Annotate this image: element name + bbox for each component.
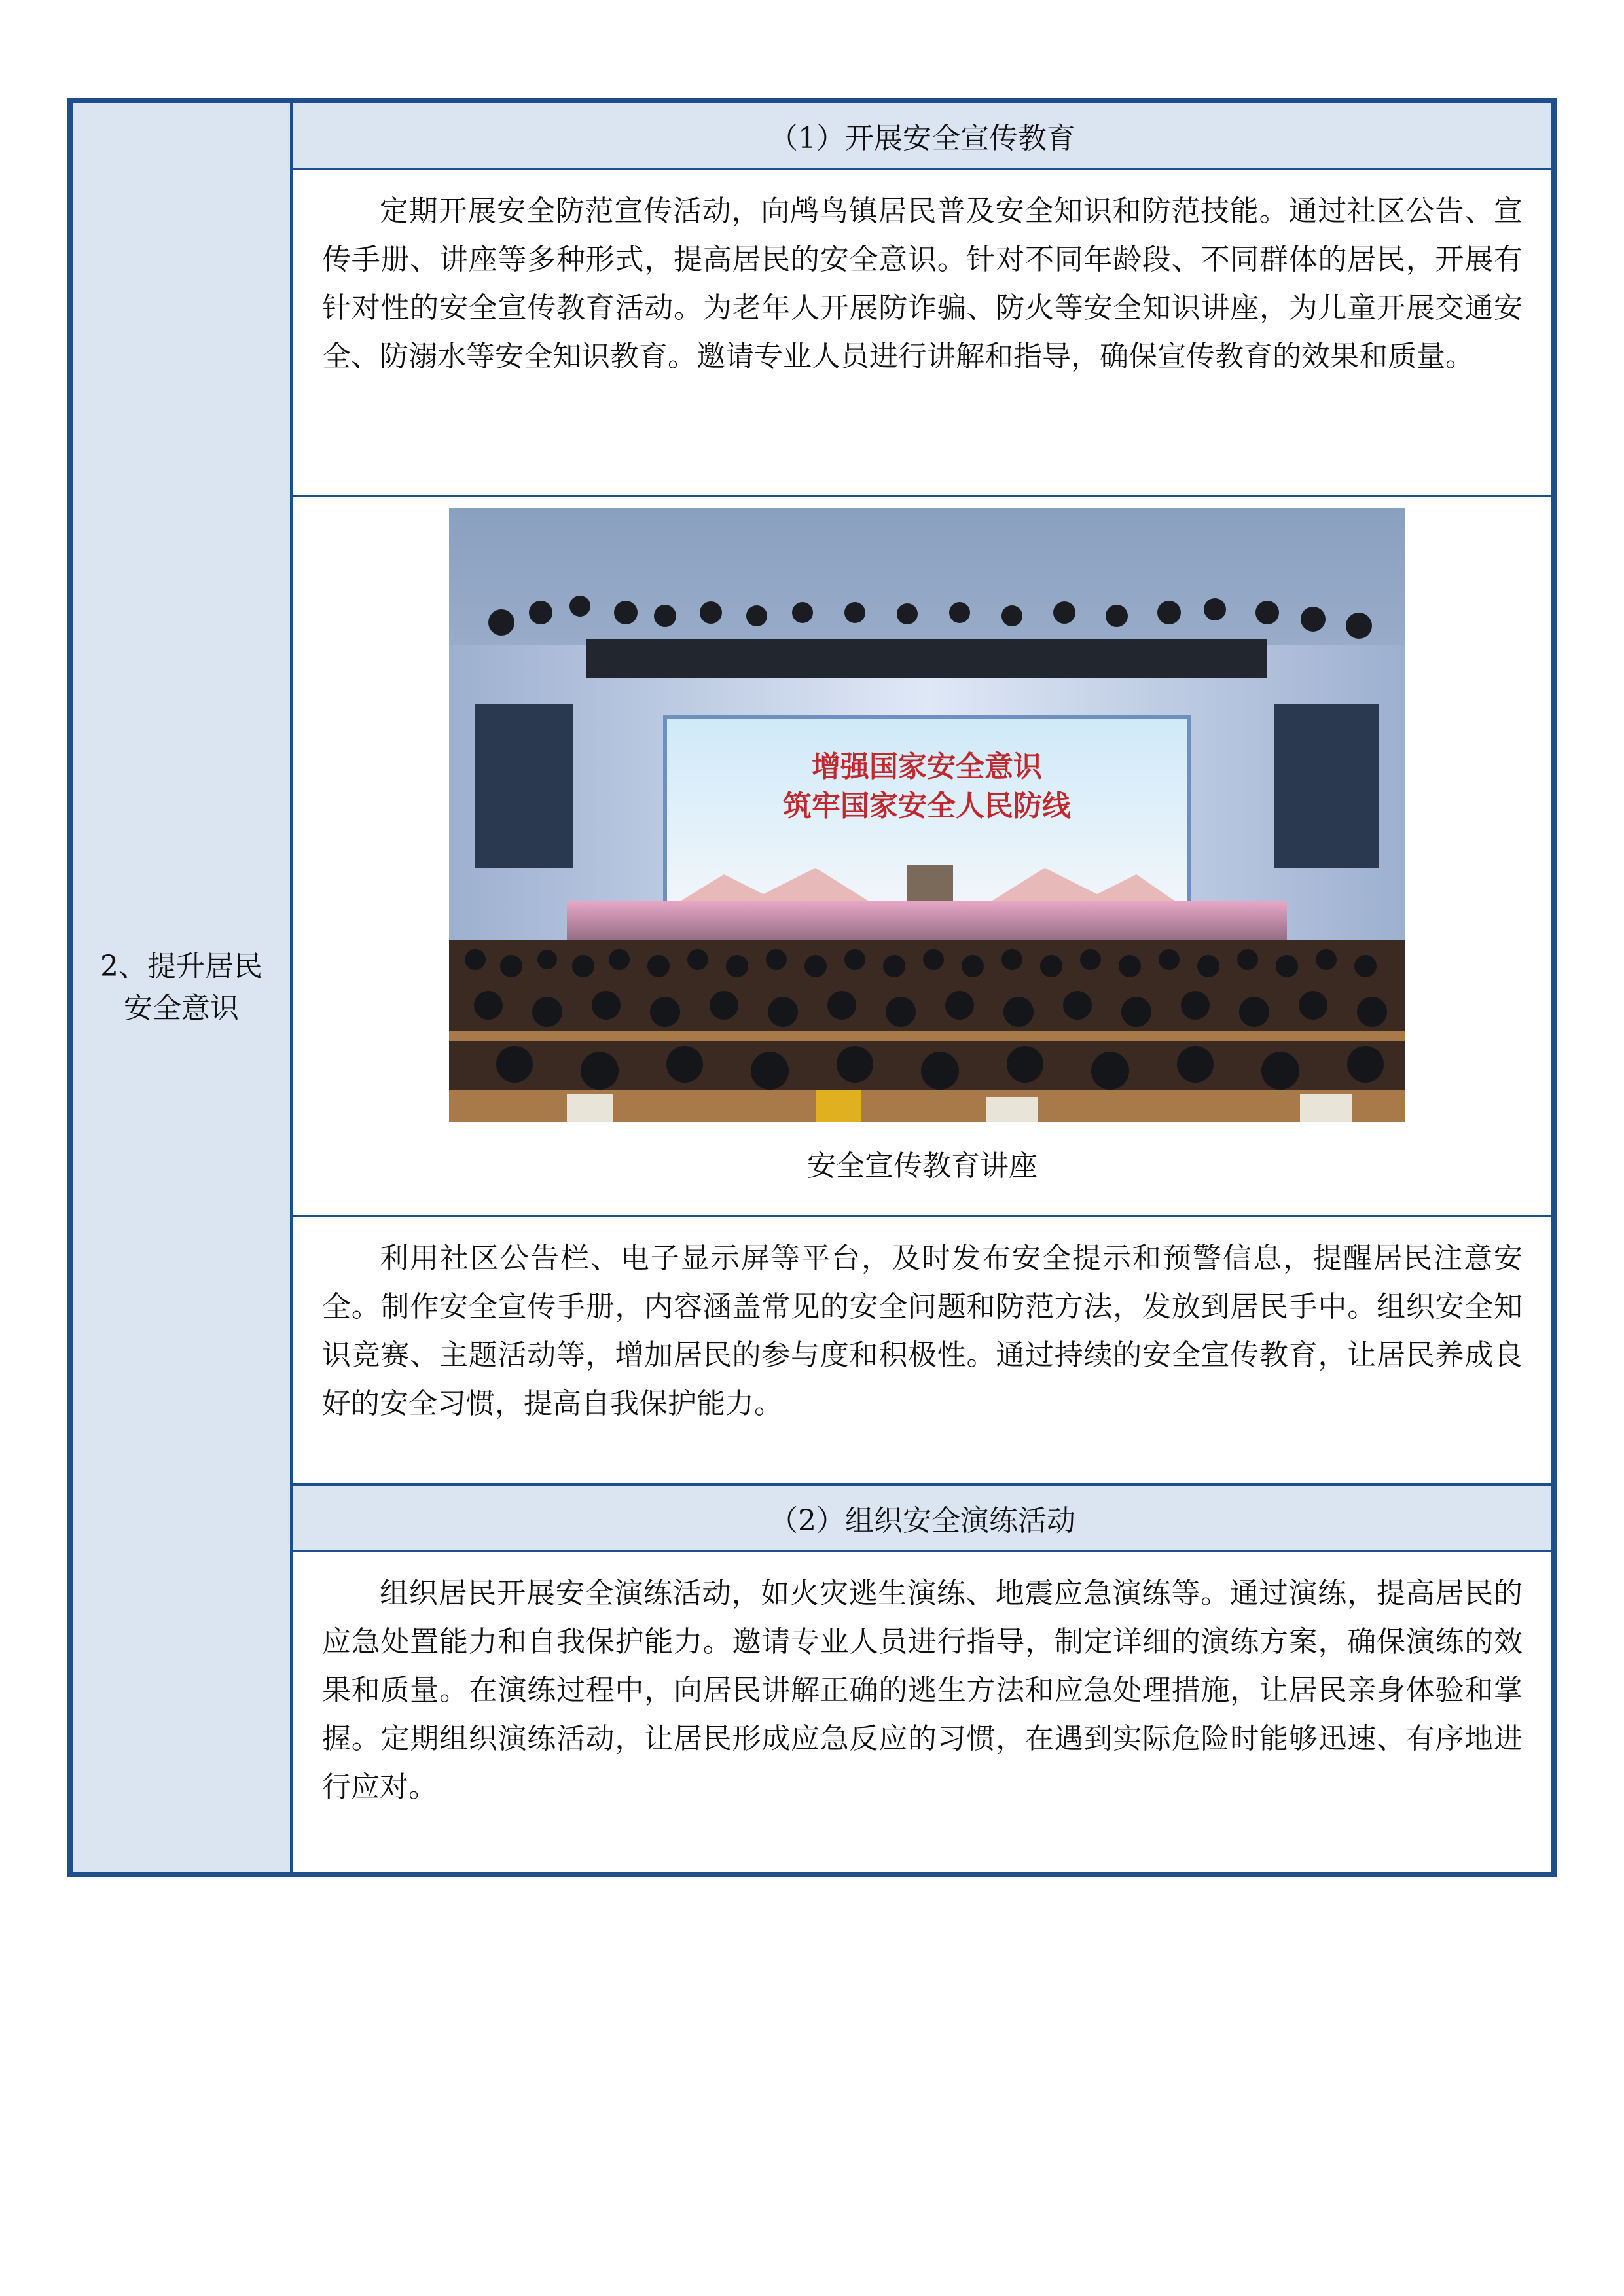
paragraph-row-3 [293,1552,1551,1873]
photo-caption: 安全宣传教育讲座 [807,1149,1038,1183]
banner-line-2: 筑牢国家安全人民防线 [783,789,1071,823]
heading-2: （2）组织安全演练活动 [769,1504,1075,1537]
paragraph-row-2 [293,1217,1551,1486]
paragraph-2: 利用社区公告栏、电子显示屏等平台，及时发布安全提示和预警信息，提醒居民注意安全。制作安全宣传手册，内容涵盖常见的安全问题和防范方法，发放到居民手中。组织安全知识竞赛、主题活动等，增加居民的参与度和积极性。通过持续的安全宣传教育，让居民养成良好的安全习惯，提高自我保护能力。 [322,1242,1523,1420]
banner-line-1: 增强国家安全意识 [812,750,1042,783]
paragraph-1: 定期开展安全防范宣传活动，向鸬鸟镇居民普及安全知识和防范技能。通过社区公告、宣传手册、讲座等多种形式，提高居民的安全意识。针对不同年龄段、不同群体的居民，开展有针对性的安全宣传教育活动。为老年人开展防诈骗、防火等安全知识讲座，为儿童开展交通安全、防溺水等安全知识教育。邀请专业人员进行讲解和指导，确保宣传教育的效果和质量。 [322,194,1523,373]
heading-row-1 [293,103,1551,170]
section-label: 2、提升居民安全意识 [100,950,262,1025]
section-label-cell [73,103,293,1872]
section-content [293,103,1551,1872]
heading-row-2 [293,1486,1551,1552]
photo-row [293,497,1551,1217]
content-table [67,98,1557,1877]
lecture-photo [449,508,1405,1122]
paragraph-3: 组织居民开展安全演练活动，如火灾逃生演练、地震应急演练等。通过演练，提高居民的应急处置能力和自我保护能力。邀请专业人员进行指导，制定详细的演练方案，确保演练的效果和质量。在演练过程中，向居民讲解正确的逃生方法和应急处理措施，让居民亲身体验和掌握。定期组织演练活动，让居民形成应急反应的习惯，在遇到实际危险时能够迅速、有序地进行应对。 [322,1577,1523,1804]
heading-1: （1）开展安全宣传教育 [769,122,1075,155]
paragraph-row-1 [293,170,1551,497]
